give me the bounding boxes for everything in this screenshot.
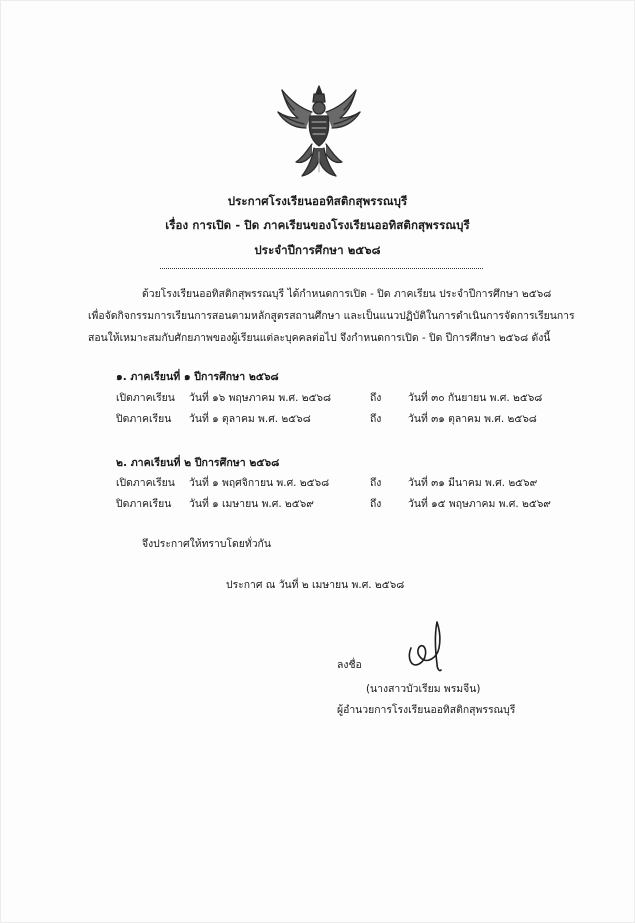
schedule-row bbox=[0, 495, 635, 513]
signature-label: ลงชื่อ bbox=[337, 659, 362, 671]
row-start-date: วันที่ ๑ พฤศจิกายน พ.ศ. ๒๕๖๘ bbox=[189, 477, 330, 489]
document-title-line-3: ประจำปีการศึกษา ๒๕๖๘ bbox=[254, 243, 381, 257]
row-end-date: วันที่ ๓๐ กันยายน พ.ศ. ๒๕๖๘ bbox=[408, 392, 543, 404]
signer-position: ผู้อำนวยการโรงเรียนออทิสติกสุพรรณบุรี bbox=[337, 704, 516, 716]
row-label: ปิดภาคเรียน bbox=[116, 498, 172, 510]
row-start-date: วันที่ ๑ ตุลาคม พ.ศ. ๒๕๖๘ bbox=[189, 413, 311, 425]
body-paragraph-line-3: สอนให้เหมาะสมกับศักยภาพของผู้เรียนแต่ละบุคคลต่อไป จึงกำหนดการเปิด - ปิด ปีการศึกษา ๒๕๖๘ ดังนี้ bbox=[88, 332, 551, 344]
closing-statement: จึงประกาศให้ทราบโดยทั่วกัน bbox=[142, 538, 271, 550]
body-paragraph-line-1: ด้วยโรงเรียนออทิสติกสุพรรณบุรี ได้กำหนดการเปิด - ปิด ภาคเรียน ประจำปีการศึกษา ๒๕๖๘ bbox=[142, 288, 552, 300]
row-to-word: ถึง bbox=[370, 498, 382, 510]
body-paragraph-line-2: เพื่อจัดกิจกรรมการเรียนการสอนตามหลักสูตรสถานศึกษา และเป็นแนวปฏิบัติในการดำเนินการจัดการเรียนการ bbox=[88, 310, 575, 322]
row-start-date: วันที่ ๑ เมษายน พ.ศ. ๒๕๖๙ bbox=[189, 498, 314, 510]
row-label: ปิดภาคเรียน bbox=[116, 413, 172, 425]
row-label: เปิดภาคเรียน bbox=[116, 392, 175, 404]
row-to-word: ถึง bbox=[370, 392, 382, 404]
row-label: เปิดภาคเรียน bbox=[116, 477, 175, 489]
handwritten-signature-icon bbox=[397, 618, 453, 674]
document-title-line-1: ประกาศโรงเรียนออทิสติกสุพรรณบุรี bbox=[227, 194, 408, 208]
row-end-date: วันที่ ๑๕ พฤษภาคม พ.ศ. ๒๕๖๙ bbox=[408, 498, 551, 510]
signer-name: (นางสาวบัวเรียม พรมจีน) bbox=[366, 683, 481, 695]
announcement-date: ประกาศ ณ วันที่ ๒ เมษายน พ.ศ. ๒๕๖๘ bbox=[226, 579, 405, 591]
document-title-line-2: เรื่อง การเปิด - ปิด ภาคเรียนของโรงเรียนออทิสติกสุพรรณบุรี bbox=[165, 218, 470, 232]
row-to-word: ถึง bbox=[370, 413, 382, 425]
schedule-row bbox=[0, 389, 635, 407]
row-start-date: วันที่ ๑๖ พฤษภาคม พ.ศ. ๒๕๖๘ bbox=[189, 392, 332, 404]
row-end-date: วันที่ ๓๑ ตุลาคม พ.ศ. ๒๕๖๘ bbox=[408, 413, 537, 425]
garuda-emblem-icon bbox=[272, 82, 366, 180]
schedule-row bbox=[0, 474, 635, 492]
semester-2-heading: ๒. ภาคเรียนที่ ๒ ปีการศึกษา ๒๕๖๘ bbox=[116, 457, 280, 469]
semester-1-heading: ๑. ภาคเรียนที่ ๑ ปีการศึกษา ๒๕๖๘ bbox=[116, 371, 279, 383]
row-end-date: วันที่ ๓๑ มีนาคม พ.ศ. ๒๕๖๙ bbox=[408, 477, 538, 489]
title-divider bbox=[160, 268, 483, 269]
schedule-row bbox=[0, 410, 635, 428]
row-to-word: ถึง bbox=[370, 477, 382, 489]
